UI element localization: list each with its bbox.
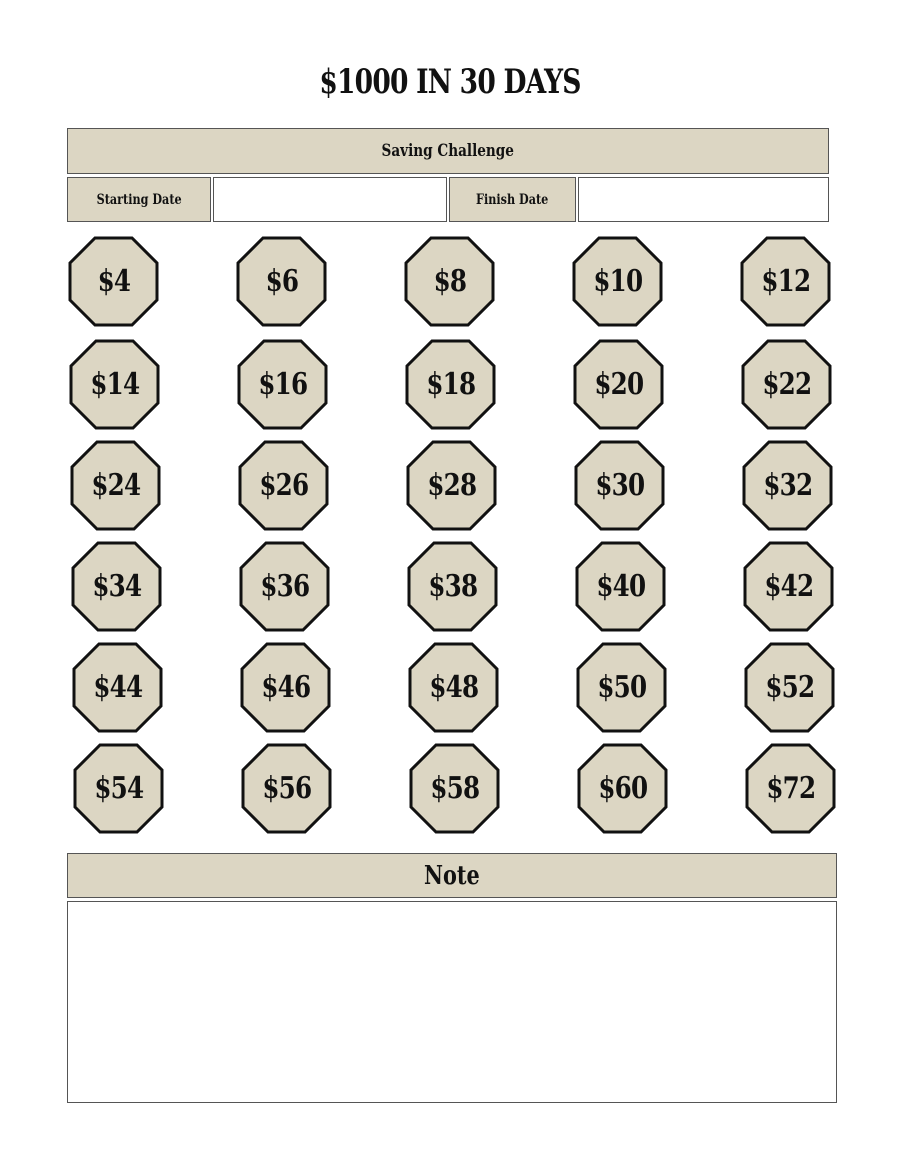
coin-amount [72, 642, 163, 733]
coin-amount [239, 541, 330, 632]
coin-amount [573, 339, 664, 430]
coin-amount-label: $52 [765, 670, 814, 705]
savings-coin[interactable] [572, 236, 663, 327]
coin-amount [745, 743, 836, 834]
coin-amount-label: $42 [764, 569, 813, 604]
coin-amount [73, 743, 164, 834]
savings-coin[interactable] [745, 743, 836, 834]
savings-coin[interactable] [73, 743, 164, 834]
page-title: $1000 IN 30 DAYS [319, 62, 581, 102]
savings-coin[interactable] [740, 236, 831, 327]
coin-amount [744, 642, 835, 733]
savings-coin[interactable] [404, 236, 495, 327]
note-label: Note [424, 860, 480, 891]
starting-date-label: Starting Date [96, 191, 182, 208]
coin-amount-label: $72 [766, 771, 815, 806]
coin-amount [238, 440, 329, 531]
savings-coin[interactable] [573, 339, 664, 430]
coin-amount-label: $16 [258, 367, 307, 402]
savings-coin[interactable] [241, 743, 332, 834]
coin-amount-label: $32 [763, 468, 812, 503]
coin-amount-label: $20 [594, 367, 643, 402]
savings-coin[interactable] [236, 236, 327, 327]
savings-coin[interactable] [406, 440, 497, 531]
coin-amount [405, 339, 496, 430]
coin-amount [241, 743, 332, 834]
coin-amount [69, 339, 160, 430]
savings-coin[interactable] [240, 642, 331, 733]
coin-amount [743, 541, 834, 632]
coin-amount-label: $56 [262, 771, 311, 806]
coin-amount [742, 440, 833, 531]
coin-amount-label: $46 [261, 670, 310, 705]
savings-coin[interactable] [741, 339, 832, 430]
coin-amount [68, 236, 159, 327]
coin-amount [577, 743, 668, 834]
savings-coin[interactable] [71, 541, 162, 632]
coin-amount-label: $30 [595, 468, 644, 503]
savings-coin[interactable] [575, 541, 666, 632]
savings-coin[interactable] [407, 541, 498, 632]
coin-amount-label: $40 [596, 569, 645, 604]
coin-amount-label: $8 [433, 264, 466, 299]
savings-coin[interactable] [72, 642, 163, 733]
coin-amount-label: $18 [426, 367, 475, 402]
savings-coin[interactable] [405, 339, 496, 430]
coin-amount [404, 236, 495, 327]
coin-amount-label: $54 [94, 771, 143, 806]
savings-coin[interactable] [742, 440, 833, 531]
coin-amount [576, 642, 667, 733]
coin-amount-label: $24 [91, 468, 140, 503]
coin-amount-label: $12 [761, 264, 810, 299]
coin-amount [70, 440, 161, 531]
savings-coin[interactable] [409, 743, 500, 834]
savings-coin[interactable] [743, 541, 834, 632]
coin-amount-label: $6 [265, 264, 298, 299]
challenge-header-label: Saving Challenge [381, 141, 515, 161]
coin-amount-label: $10 [593, 264, 642, 299]
savings-coin[interactable] [237, 339, 328, 430]
coin-amount [575, 541, 666, 632]
coin-amount [741, 339, 832, 430]
note-area[interactable] [67, 901, 837, 1103]
savings-coin[interactable] [70, 440, 161, 531]
coin-amount-label: $36 [260, 569, 309, 604]
coin-amount [409, 743, 500, 834]
coin-amount-label: $38 [428, 569, 477, 604]
coin-amount-label: $48 [429, 670, 478, 705]
coin-amount-label: $4 [97, 264, 130, 299]
coin-amount [406, 440, 497, 531]
coin-amount [407, 541, 498, 632]
savings-coin[interactable] [239, 541, 330, 632]
savings-coin[interactable] [744, 642, 835, 733]
coin-amount [408, 642, 499, 733]
coin-amount-label: $14 [90, 367, 139, 402]
coin-amount [71, 541, 162, 632]
coin-amount [240, 642, 331, 733]
note-header [67, 853, 837, 898]
coin-amount-label: $58 [430, 771, 479, 806]
coin-amount [237, 339, 328, 430]
savings-coin[interactable] [576, 642, 667, 733]
coin-amount [572, 236, 663, 327]
coin-amount [236, 236, 327, 327]
coin-amount-label: $44 [93, 670, 142, 705]
savings-coin[interactable] [577, 743, 668, 834]
coin-amount-label: $22 [762, 367, 811, 402]
savings-coin[interactable] [68, 236, 159, 327]
finish-date-label: Finish Date [476, 191, 549, 208]
savings-coin[interactable] [69, 339, 160, 430]
coin-amount-label: $60 [598, 771, 647, 806]
coin-amount-label: $50 [597, 670, 646, 705]
coin-amount [574, 440, 665, 531]
coin-amount [740, 236, 831, 327]
coin-amount-label: $28 [427, 468, 476, 503]
coin-amount-label: $34 [92, 569, 141, 604]
savings-coin[interactable] [408, 642, 499, 733]
savings-coin[interactable] [238, 440, 329, 531]
coin-amount-label: $26 [259, 468, 308, 503]
savings-coin[interactable] [574, 440, 665, 531]
